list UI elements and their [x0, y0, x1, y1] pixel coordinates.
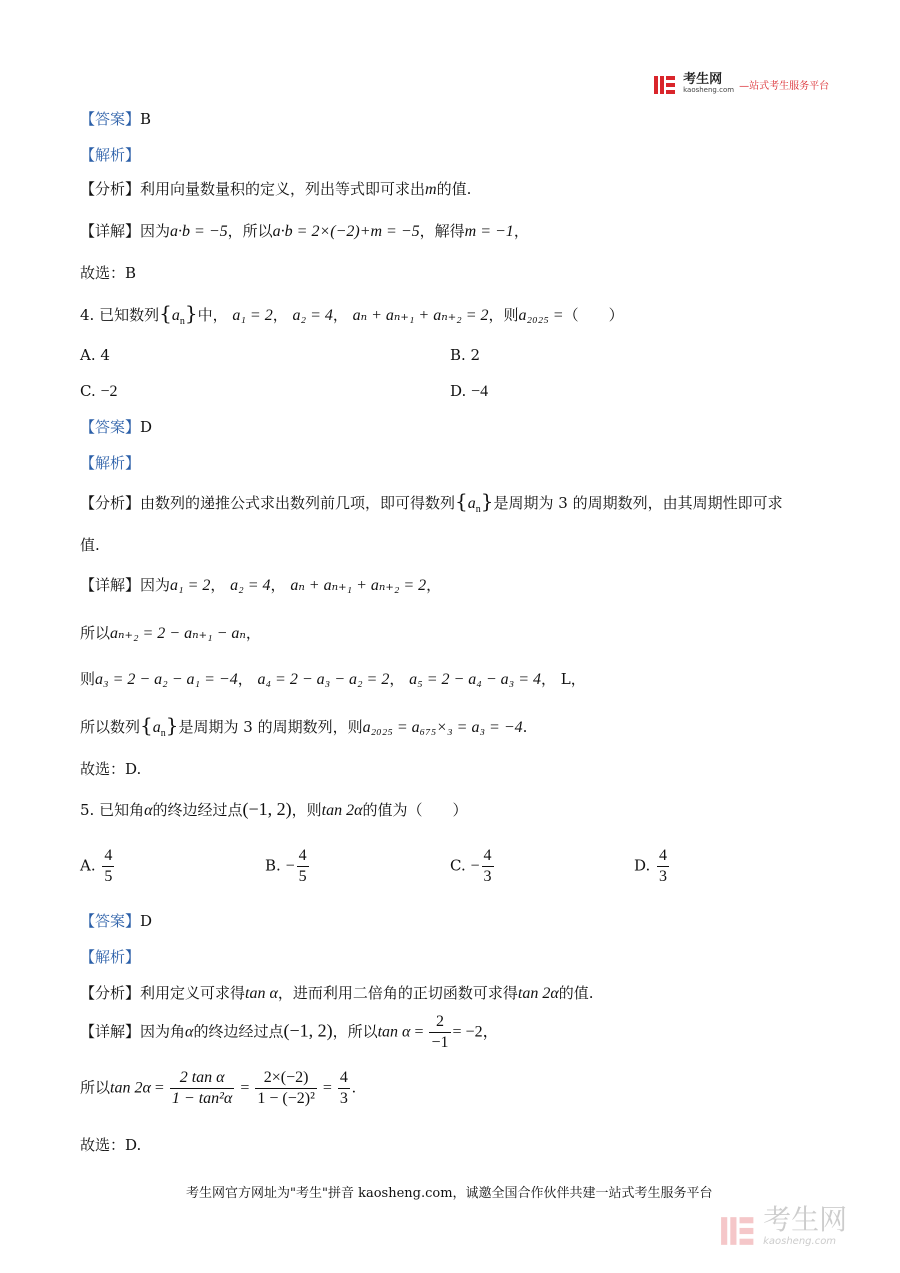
da-f2-num: 2×(−2)	[255, 1068, 317, 1089]
xj-frac-num: 2	[429, 1012, 450, 1033]
concl-pre: 所以数列	[80, 718, 141, 736]
xj-cond2: a₂ = 4	[230, 577, 271, 594]
fenxi-text-b: 的值.	[436, 180, 472, 198]
answer-tag: 【答案】	[80, 912, 141, 930]
da-f1-den: 1 − tan²α	[171, 1090, 233, 1107]
q4-fenxi: 【分析】由数列的递推公式求出数列前几项，即可得数列$\{a_n\}$是周期为 3 的周期数列，由其周期性即可求	[80, 489, 783, 515]
q5-c-den: 3	[483, 868, 492, 885]
xj-point: (−1, 2)	[283, 1020, 333, 1041]
header-logo	[652, 71, 830, 95]
xj-frac-den: −1	[431, 1034, 449, 1051]
q5-option-d-label: D.	[634, 856, 651, 875]
q5-option-a	[80, 846, 116, 887]
xiangjie-tag: 【详解】	[80, 576, 141, 594]
logo-title: 考生网	[683, 71, 723, 87]
q5-option-c-label: C.	[450, 856, 466, 875]
xj-cond1: a₁ = 2	[170, 577, 211, 594]
da-f2-den: 1 − (−2)²	[257, 1090, 315, 1107]
q5-stem-mid: 的终边经过点	[152, 801, 243, 819]
suoyi: 所以	[80, 1078, 111, 1097]
xj-result: = −2，	[452, 1023, 499, 1041]
q3-analysis-tag: 【解析】	[80, 146, 141, 164]
q5-c-neg: −	[470, 857, 480, 875]
xiangjie-mid2: ，解得	[419, 222, 465, 240]
fenxi-tan2a: tan 2α	[517, 985, 559, 1002]
q4-option-b: B. 2	[450, 346, 481, 364]
logo-sub: kaosheng.com	[683, 85, 735, 94]
fenxi-a: 由数列的递推公式求出数列前几项，即可得数列	[140, 494, 456, 512]
q5-option-a-label: A.	[80, 856, 96, 875]
q4-option-a: A. 4	[80, 346, 110, 364]
q4-option-c-label: C.	[80, 382, 96, 400]
da-f3-num: 4	[338, 1068, 350, 1089]
fenxi-tag: 【分析】	[80, 494, 141, 512]
q4-option-d-value: −4	[471, 383, 489, 400]
q5-d-num: 4	[657, 846, 669, 867]
a3-expr: a₃ = 2 − a₂ − a₁ = −4	[95, 671, 238, 688]
q4-cond1: a₁ = 2	[232, 307, 273, 324]
da-f3-den: 3	[339, 1090, 348, 1107]
q3-xiangjie: 【详解】因为a·b = −5，所以a·b = 2×(−2)+m = −5，解得m = −1，	[80, 222, 529, 240]
q5-a-den: 5	[104, 868, 113, 885]
q3-fenxi	[80, 178, 471, 201]
ze: 则	[80, 670, 96, 688]
fenxi-b: 是周期为 3 的周期数列，由其周期性即可求	[493, 494, 783, 512]
xiangjie-tag: 【详解】	[80, 1022, 141, 1041]
q3-answer	[80, 108, 151, 130]
xiangjie-tag: 【详解】	[80, 222, 141, 240]
xj-b: 的终边经过点	[193, 1022, 284, 1041]
q4-xiangjie: 【详解】因为a₁ = 2， a₂ = 4， aₙ + aₙ₊₁ + aₙ₊₂ = 2，	[80, 576, 442, 594]
ellipsis: L	[560, 670, 571, 688]
dot-expr-2: a·b = 2×(−2)+m = −5	[272, 223, 420, 240]
xj-a: 因为角	[140, 1022, 186, 1041]
q5-d-den: 3	[659, 868, 668, 885]
q4-cond2: a₂ = 4	[292, 307, 333, 324]
fenxi-c: 的值.	[558, 984, 594, 1002]
q4-stem-pre: 4. 已知数列	[80, 306, 160, 324]
q5-stem-then: ，则	[291, 801, 322, 819]
q4-terms: 则a₃ = 2 − a₂ − a₁ = −4， a₄ = 2 − a₃ − a₂ = 2， a₅ = 2 − a₄ − a₃ = 4， L，	[80, 670, 586, 688]
q5-option-b-label: B.	[265, 856, 281, 875]
xiangjie-pre: 因为	[140, 222, 171, 240]
xj-tana: tan α	[377, 1023, 411, 1041]
q4-option-d	[450, 380, 488, 403]
da-f1-num: 2 tan α	[170, 1068, 234, 1089]
watermark-sub: kaosheng.com	[763, 1236, 837, 1247]
q4-paren: （ ）	[563, 306, 624, 324]
concl-expr: a₂₀₂₅ = a₆₇₅×₃ = a₃ = −4	[362, 719, 523, 736]
a4-expr: a₄ = 2 − a₃ − a₂ = 2	[257, 671, 390, 688]
answer-value: B	[140, 110, 152, 128]
watermark-logo-icon	[718, 1208, 758, 1254]
xj-c: ，所以	[332, 1022, 378, 1041]
solve-expr: m = −1	[464, 223, 514, 240]
q4-option-c	[80, 380, 118, 403]
q4-stem-mid: 中，	[197, 306, 228, 324]
q5-point: (−1, 2)	[242, 799, 292, 819]
dot-expr: a·b = −5	[170, 223, 228, 240]
q5-c-num: 4	[482, 846, 494, 867]
q5-alpha: α	[144, 802, 153, 819]
a5-expr: a₅ = 2 − a₄ − a₃ = 4	[409, 671, 541, 688]
q5-xiangjie: 【详解】因为角α的终边经过点(−1, 2)，所以tan α = $\frac{2}{-1}$ = −2，	[80, 1013, 499, 1051]
q5-choose: 故选：D.	[80, 1136, 142, 1154]
answer-value: D	[140, 418, 153, 436]
xj-pre: 因为	[140, 576, 171, 594]
answer-tag: 【答案】	[80, 110, 141, 128]
xj-alpha: α	[185, 1023, 194, 1041]
kaosheng-logo-icon	[652, 75, 678, 95]
xiangjie-mid: ，所以	[227, 222, 273, 240]
fenxi-a: 利用定义可求得	[140, 984, 246, 1002]
q4-recurrence: 所以aₙ₊₂ = 2 − aₙ₊₁ − aₙ，	[80, 624, 261, 642]
fenxi-b: ，进而利用二倍角的正切函数可求得	[277, 984, 518, 1002]
q4-fenxi-cont: 值.	[80, 536, 100, 554]
q5-stem	[80, 798, 468, 822]
fenxi-text: 利用向量数量积的定义，列出等式即可求出	[140, 180, 426, 198]
q5-double-angle: 所以tan 2α = $\frac{\text{2 tan α}}{\text{1 − tan²α}}$ = $\frac{2\times(-2)}{\text{1 − (−2)²}}$ = $\frac{4}{3}$ .	[80, 1069, 356, 1107]
suoyi: 所以	[80, 624, 111, 642]
q5-answer	[80, 910, 152, 932]
q5-tan2a: tan 2α	[321, 802, 363, 819]
concl-mid: 是周期为 3 的周期数列，则	[178, 718, 363, 736]
q5-fenxi	[80, 982, 594, 1005]
da-tan2a: tan 2α	[110, 1079, 151, 1097]
watermark	[718, 1203, 848, 1254]
q5-b-den: 5	[298, 868, 307, 885]
q5-b-neg: −	[285, 857, 295, 875]
fenxi-var: m	[425, 181, 437, 198]
fenxi-tana: tan α	[245, 985, 278, 1002]
q4-analysis-tag: 【解析】	[80, 454, 141, 472]
q5-a-num: 4	[102, 846, 114, 867]
q4-target: a₂₀₂₅ =	[518, 307, 564, 324]
q5-b-num: 4	[297, 846, 309, 867]
q5-option-d	[634, 846, 671, 887]
watermark-title: 考生网	[763, 1203, 848, 1236]
q5-option-c	[450, 846, 496, 887]
fenxi-tag: 【分析】	[80, 984, 141, 1002]
q4-cond3: aₙ + aₙ₊₁ + aₙ₊₂ = 2	[352, 307, 489, 324]
xj-cond3: aₙ + aₙ₊₁ + aₙ₊₂ = 2	[290, 577, 427, 594]
q4-choose: 故选：D.	[80, 760, 142, 778]
q5-stem-end: 的值为（ ）	[362, 801, 468, 819]
rec-expr: aₙ₊₂ = 2 − aₙ₊₁ − aₙ	[110, 625, 246, 642]
q4-answer	[80, 416, 152, 438]
fenxi-tag: 【分析】	[80, 180, 141, 198]
q4-option-c-value: −2	[100, 383, 118, 400]
footer-text: 考生网官方网址为"考生"拼音 kaosheng.com，诚邀全国合作伙伴共建一站式考生服务平台	[186, 1186, 713, 1201]
answer-value: D	[140, 912, 153, 930]
q5-analysis-tag: 【解析】	[80, 948, 141, 966]
q5-stem-pre: 5. 已知角	[80, 801, 145, 819]
answer-tag: 【答案】	[80, 418, 141, 436]
q4-conclusion: 所以数列$\{a_n\}$是周期为 3 的周期数列，则a₂₀₂₅ = a₆₇₅×₃ = a₃ = −4.	[80, 713, 528, 739]
q3-choose: 故选：B	[80, 264, 137, 282]
logo-slogan: —站式考生服务平台	[739, 81, 830, 92]
q4-option-d-label: D.	[450, 382, 467, 400]
q4-stem-then: ，则	[488, 306, 519, 324]
q4-stem: 4. 已知数列$\{a_n\}$中， a₁ = 2， a₂ = 4， aₙ + aₙ₊₁ + aₙ₊₂ = 2，则a₂₀₂₅ =（ ）	[80, 301, 624, 327]
q5-option-b	[265, 846, 311, 887]
